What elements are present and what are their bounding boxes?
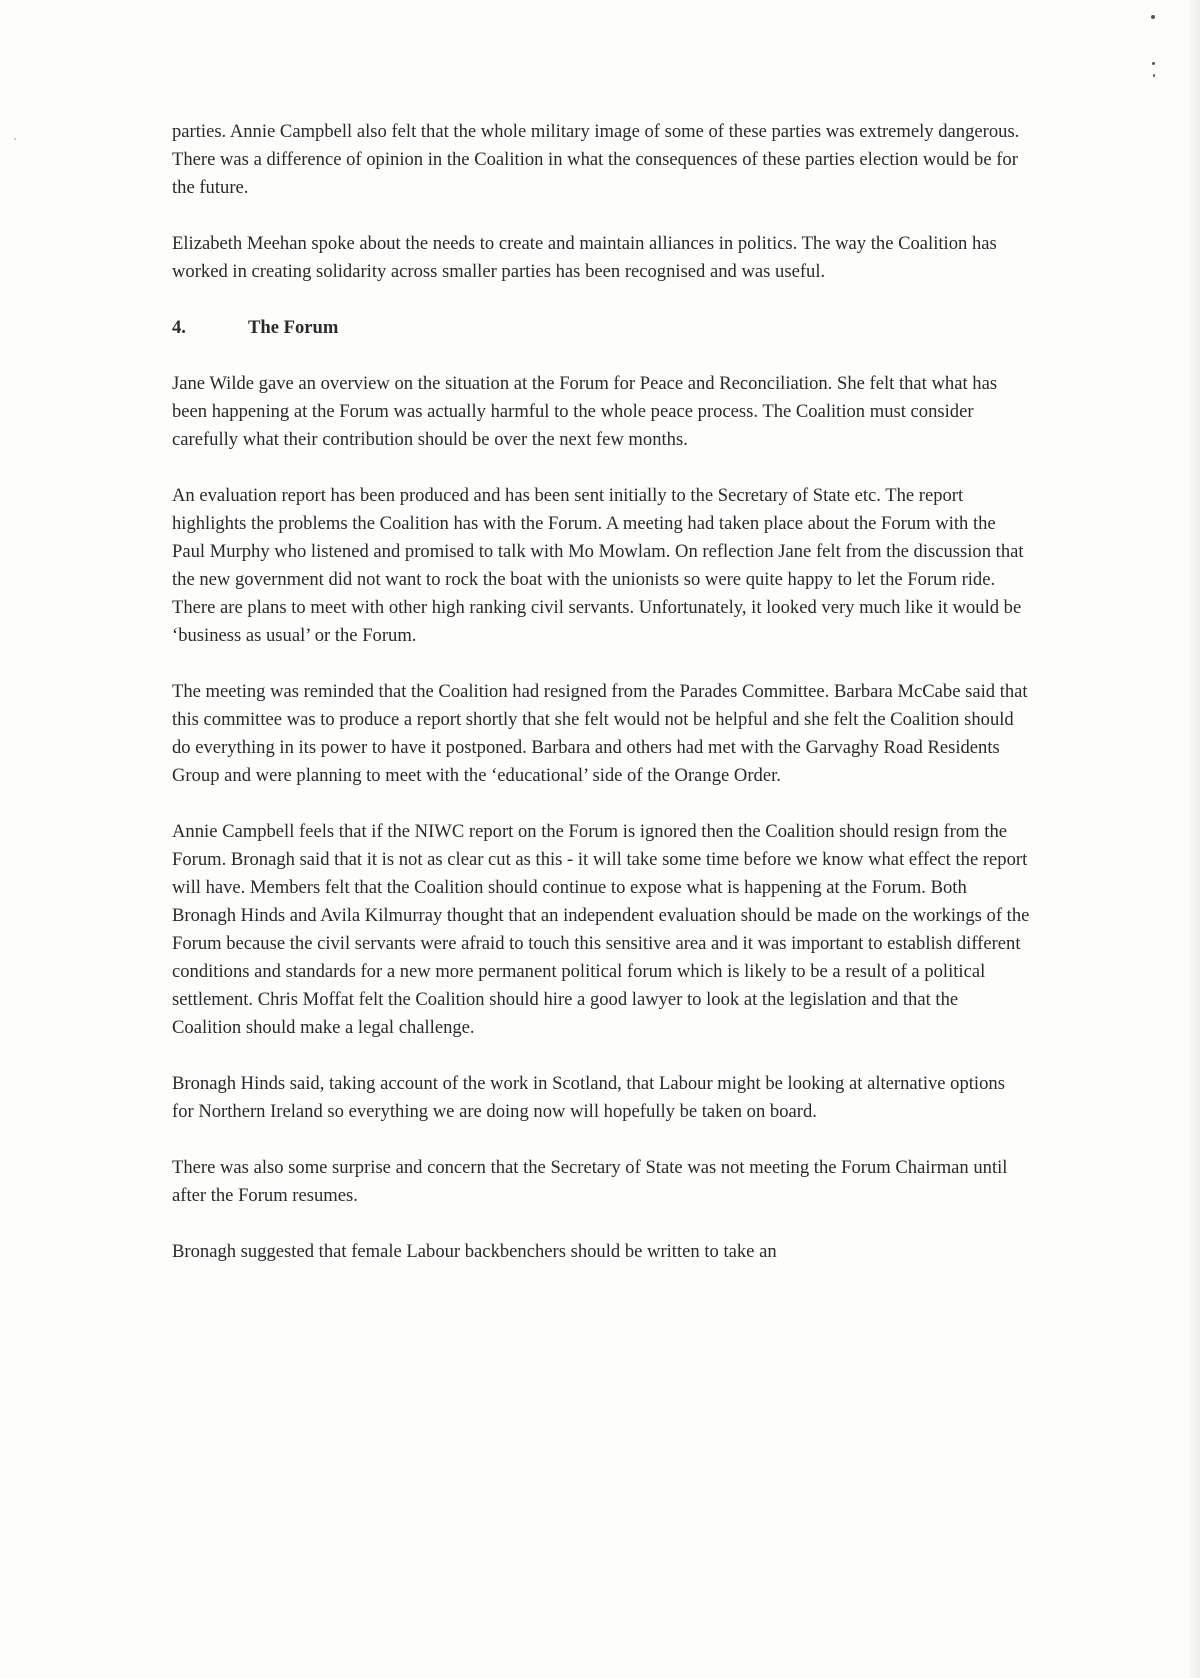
paragraph-alliances: Elizabeth Meehan spoke about the needs to create and maintain alliances in politics. The way the Coalition has worked in creating solidarity across smaller parties has been recognised and was useful. [172,233,997,282]
section-heading [172,314,1030,342]
section-number: 4. [172,317,186,338]
scan-speck [1153,74,1155,77]
document-body [172,118,1030,1294]
paragraph-niwc-report: Annie Campbell feels that if the NIWC report on the Forum is ignored then the Coalition should resign from the Forum. Bronagh said that it is not as clear cut as this - it will take some time before we know what effect the report will have. Members felt that the Coalition should continue to expose what is happening at the Forum. Both Bronagh Hinds and Avila Kilmurray thought that an independent evaluation should be made on the workings of the Forum because the civil servants were afraid to touch this sensitive area and it was important to establish different conditions and standards for a new more permanent political forum which is likely to be a result of a political settlement. Chris Moffat felt the Coalition should hire a good lawyer to look at the legislation and that the Coalition should make a legal challenge. [172,821,1030,1038]
scan-speck [1151,15,1155,19]
paragraph-forum-overview: Jane Wilde gave an overview on the situation at the Forum for Peace and Reconciliation. She felt that what has been happening at the Forum was actually harmful to the whole peace process. The Coalition must consider carefully what their contribution should be over the next few months. [172,373,998,450]
scan-speck [14,138,16,140]
paragraph-scotland: Bronagh Hinds said, taking account of the work in Scotland, that Labour might be looking at alternative options for Northern Ireland so everything we are doing now will hopefully be taken on board. [172,1073,1005,1122]
section-title: The Forum [248,317,339,338]
scan-edge-shadow [1186,0,1200,1678]
paragraph-backbenchers: Bronagh suggested that female Labour backbenchers should be written to take an [172,1241,777,1262]
paragraph-parades-committee: The meeting was reminded that the Coalition had resigned from the Parades Committee. Barbara McCabe said that this committee was to produce a report shortly that she felt would not be helpful and she felt the Coalition should do everything in its power to have it postponed. Barbara and others had met with the Garvaghy Road Residents Group and were planning to meet with the ‘educational’ side of the Orange Order. [172,681,1028,786]
paragraph-evaluation-report: An evaluation report has been produced and has been sent initially to the Secretary of State etc. The report highlights the problems the Coalition has with the Forum. A meeting had taken place about the Forum with the Paul Murphy who listened and promised to talk with Mo Mowlam. On reflection Jane felt from the discussion that the new government did not want to rock the boat with the unionists so were quite happy to let the Forum ride. There are plans to meet with other high ranking civil servants. Unfortunately, it looked very much like it would be ‘business as usual’ or the Forum. [172,485,1024,646]
scan-speck [1152,62,1155,65]
paragraph-military-image: parties. Annie Campbell also felt that the whole military image of some of these parties was extremely dangerous. There was a difference of opinion in the Coalition in what the consequences of these parties election would be for the future. [172,121,1020,198]
paragraph-forum-chairman: There was also some surprise and concern that the Secretary of State was not meeting the Forum Chairman until after the Forum resumes. [172,1157,1008,1206]
